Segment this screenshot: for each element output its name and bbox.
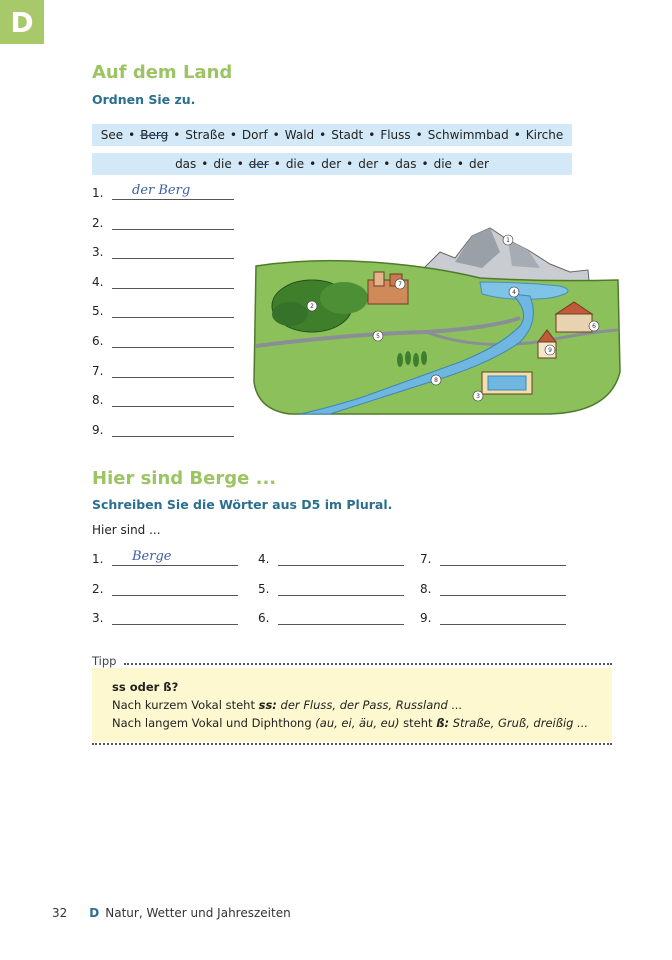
article-4: der: [321, 157, 342, 171]
section-badge: D: [0, 0, 44, 44]
chapter-title: Natur, Wetter und Jahreszeiten: [105, 906, 291, 920]
item-number: 2.: [92, 581, 104, 596]
answer-blank[interactable]: [112, 302, 234, 318]
article-7: die: [433, 157, 452, 171]
separator-dot: •: [513, 128, 521, 142]
separator-dot: •: [456, 157, 464, 171]
article-1: die: [213, 157, 232, 171]
plural-row-6: [258, 609, 404, 625]
tipp-heading: ss oder ß?: [112, 680, 179, 694]
separator-dot: •: [272, 128, 280, 142]
separator-dot: •: [173, 128, 181, 142]
separator-dot: •: [368, 128, 376, 142]
map-label-4: 4: [512, 289, 516, 296]
plural-blank[interactable]: [440, 609, 566, 625]
plural-blank[interactable]: [112, 609, 238, 625]
item-number: 4.: [92, 274, 104, 289]
separator-dot: •: [236, 157, 244, 171]
plural-row-8: [420, 580, 566, 596]
item-number: 6.: [92, 334, 104, 348]
page-footer: [52, 906, 291, 920]
separator-dot: •: [128, 128, 136, 142]
plural-row-4: [258, 550, 404, 566]
lead-text: Hier sind ...: [92, 523, 161, 537]
plural-row-3: [92, 609, 238, 625]
map-label-9: 9: [548, 347, 552, 354]
noun-0: See: [100, 128, 124, 142]
plural-blank[interactable]: [440, 550, 566, 566]
answer-row-3: [92, 243, 234, 259]
map-label-8: 8: [434, 377, 438, 384]
answer-row-9: [92, 421, 234, 437]
article-5: der: [358, 157, 379, 171]
map-label-2: 2: [310, 303, 314, 310]
map-label-7: 7: [398, 281, 402, 288]
plural-row-7: [420, 550, 566, 566]
plural-blank[interactable]: [278, 580, 404, 596]
separator-dot: •: [421, 157, 429, 171]
tipp-box: [92, 668, 612, 742]
noun-5: Stadt: [331, 128, 364, 142]
answer-blank[interactable]: [112, 421, 234, 437]
plural-blank[interactable]: [278, 550, 404, 566]
plural-row-9: [420, 609, 566, 625]
article-0: das: [175, 157, 197, 171]
noun-1: Berg: [140, 128, 169, 142]
item-number: 1.: [92, 552, 104, 566]
landscape-illustration: [250, 222, 622, 418]
plural-blank[interactable]: [112, 550, 238, 566]
answer-row-2: [92, 214, 234, 230]
map-label-5: 5: [376, 333, 380, 340]
item-number: 5.: [92, 304, 104, 319]
item-number: 9.: [420, 611, 432, 625]
section-title-hier-sind-berge: Hier sind Berge ...: [92, 468, 277, 489]
item-number: 5.: [258, 581, 270, 596]
tipp-divider-top: [124, 663, 612, 665]
item-number: 8.: [92, 393, 104, 408]
item-number: 2.: [92, 215, 104, 230]
item-number: 9.: [92, 422, 104, 437]
article-6: das: [395, 157, 417, 171]
item-number: 7.: [420, 552, 432, 566]
article-word-box: [92, 153, 572, 175]
article-8: der: [469, 157, 489, 171]
separator-dot: •: [383, 157, 391, 171]
answer-row-8: [92, 391, 234, 407]
noun-word-box: [92, 124, 572, 146]
answer-row-6: [92, 332, 234, 348]
handwritten-answer: der Berg: [132, 183, 191, 198]
item-number: 4.: [258, 552, 270, 566]
tipp-divider-bottom: [92, 743, 612, 745]
noun-6: Fluss: [380, 128, 411, 142]
noun-4: Wald: [284, 128, 315, 142]
noun-8: Kirche: [525, 128, 564, 142]
article-2: der: [248, 157, 269, 171]
map-label-3: 3: [476, 393, 480, 400]
map-label-1: 1: [506, 237, 510, 244]
item-number: 8.: [420, 581, 432, 596]
instruction-plural: Schreiben Sie die Wörter aus D5 im Plural.: [92, 497, 393, 512]
plural-blank[interactable]: [278, 609, 404, 625]
item-number: 3.: [92, 245, 104, 260]
tipp-label: Tipp: [92, 654, 117, 668]
answer-row-5: [92, 302, 234, 318]
plural-row-2: [92, 580, 238, 596]
separator-dot: •: [229, 128, 237, 142]
tipp-line-2: Nach langem Vokal und Diphthong (au, ei, äu, eu) steht ß: Straße, Gruß, dreißig ...: [112, 716, 589, 730]
article-3: die: [285, 157, 305, 171]
noun-3: Dorf: [241, 128, 268, 142]
answer-blank[interactable]: [112, 214, 234, 230]
answer-blank[interactable]: [112, 391, 234, 407]
plural-row-5: [258, 580, 404, 596]
answer-row-4: [92, 273, 234, 289]
chapter-letter: D: [89, 906, 100, 920]
answer-row-1: [92, 184, 234, 200]
separator-dot: •: [415, 128, 423, 142]
instruction-ordnen: Ordnen Sie zu.: [92, 92, 196, 107]
answer-blank[interactable]: [112, 332, 234, 348]
item-number: 1.: [92, 186, 104, 200]
answer-blank[interactable]: [112, 273, 234, 289]
answer-blank[interactable]: [112, 243, 234, 259]
plural-row-1: [92, 550, 238, 566]
item-number: 7.: [92, 363, 104, 378]
tipp-line-1: Nach kurzem Vokal steht ss: der Fluss, der Pass, Russland ...: [112, 698, 463, 712]
item-number: 6.: [258, 611, 270, 625]
separator-dot: •: [273, 157, 281, 171]
map-label-6: 6: [592, 323, 596, 330]
separator-dot: •: [309, 157, 317, 171]
page-number: 32: [52, 906, 68, 920]
plural-blank[interactable]: [440, 580, 566, 596]
section-title-auf-dem-land: Auf dem Land: [92, 62, 233, 83]
plural-blank[interactable]: [112, 580, 238, 596]
separator-dot: •: [319, 128, 327, 142]
handwritten-answer: Berge: [132, 549, 172, 564]
separator-dot: •: [346, 157, 354, 171]
answer-blank[interactable]: [112, 184, 234, 200]
noun-2: Straße: [185, 128, 225, 142]
answer-row-7: [92, 362, 234, 378]
noun-7: Schwimmbad: [427, 128, 509, 142]
separator-dot: •: [201, 157, 209, 171]
answer-blank[interactable]: [112, 362, 234, 378]
item-number: 3.: [92, 611, 104, 625]
